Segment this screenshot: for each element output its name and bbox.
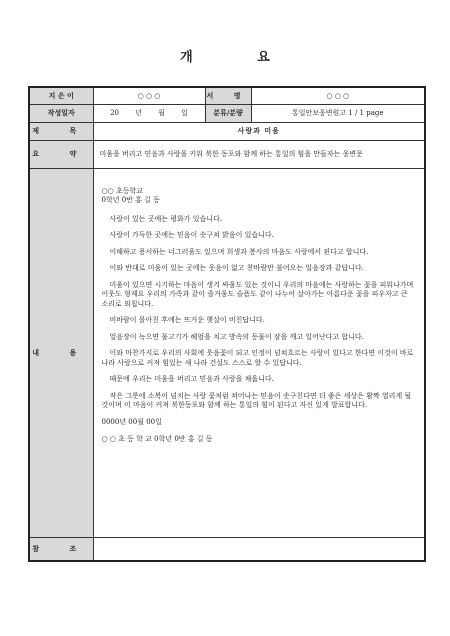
- closing-line: ○ ○ 초 등 학 교 0학년 0반 홍 길 동: [101, 435, 213, 443]
- author-value: ○ ○ ○: [93, 87, 205, 104]
- date-row: [29, 104, 425, 122]
- date-value: 20 년 월 일: [93, 104, 205, 122]
- reference-value: [93, 537, 425, 561]
- content-row: [29, 168, 425, 537]
- category-value: 통일안보웅변원고 1 / 1 page: [251, 104, 425, 122]
- content-label: 내 용: [29, 168, 93, 537]
- content-body: [93, 168, 425, 537]
- summary-value: 미움을 버리고 믿음과 사랑을 키워 북한 동포와 함께 하는 통일의 힘을 만들자는 웅변문: [93, 140, 425, 168]
- overview-form-table: [28, 86, 426, 562]
- paragraph: 이와 마찬가지로 우리의 사회에 웃음꽃이 되고 인정이 넘쳐흐르는 사랑이 있다고 한다면 이것이 바로 나라 사랑으로 커져 힘있는 새 나라 건설도 스스로 할 수 있답니다.: [101, 349, 414, 367]
- reference-row: [29, 537, 425, 561]
- date-line: 0000년 00월 00일: [101, 417, 162, 426]
- student-line: 0학년 0반 홍 길 동: [101, 196, 160, 204]
- paragraph: 미움이 있으면 시기하는 마음이 생겨 싸움도 있는 것이니 우리의 마음에는 사랑하는 꽃을 피워나가며 이웃도 형제요 우리의 가족과 같이 즐거움도 슬픔도 같이 나누어 살아가는 아름다운 꽃을 피우자고 큰 소리로 외칩니다.: [101, 280, 414, 308]
- category-label: 분류/분량: [205, 104, 251, 122]
- author-label: 지 은 이: [29, 87, 93, 104]
- subject-value: 사랑과 미움: [93, 122, 425, 140]
- paragraph: 이와 반대로 미움이 있는 곳에는 웃음이 없고 찬바람만 불어오는 얼음장과 같답니다.: [109, 264, 364, 272]
- subject-row: [29, 122, 425, 140]
- paragraph: 사랑이 가득한 곳에는 믿음이 솟구쳐 밝음이 있습니다.: [109, 231, 274, 239]
- paragraph: 작은 그릇에 소복이 넘치는 사랑 꽃처럼 쳐어나는 믿음이 솟구친다면 더 좋은 세상은 활짝 열리게 될 것이며 이 마음이 커져 북한동포와 함께 하는 통일의 힘이 된다고 자신 있게 발표합니다.: [101, 391, 412, 409]
- signature-label: 서 명: [205, 87, 251, 104]
- paragraph: 사랑이 있는 곳에는 평화가 있습니다.: [109, 214, 223, 223]
- school-line: ○○ 초등학교: [101, 186, 143, 195]
- signature-value: ○ ○ ○: [251, 87, 425, 104]
- summary-row: [29, 140, 425, 168]
- date-label: 작성일자: [29, 104, 93, 122]
- summary-label: 요 약: [29, 140, 93, 168]
- reference-label: 참 조: [29, 537, 93, 561]
- paragraph: 비바람이 몰아친 후에는 뜨거운 햇살이 비친답니다.: [109, 316, 265, 324]
- page-title: 개 요: [180, 50, 300, 65]
- subject-label: 제 목: [29, 122, 93, 140]
- paragraph: 때문에 우리는 미움을 버리고 믿음과 사랑을 채웁니다.: [109, 375, 274, 383]
- paragraph: 얼음장이 녹으면 물고기가 헤엄을 치고 방속의 동물이 잠을 깨고 일어난다고 합니다.: [109, 332, 364, 341]
- author-row: [29, 87, 425, 104]
- paragraph: 이해하고 용서하는 너그러움도 있으며 희생과 봉사의 마음도 사랑에서 핀다고 합니다.: [109, 247, 369, 256]
